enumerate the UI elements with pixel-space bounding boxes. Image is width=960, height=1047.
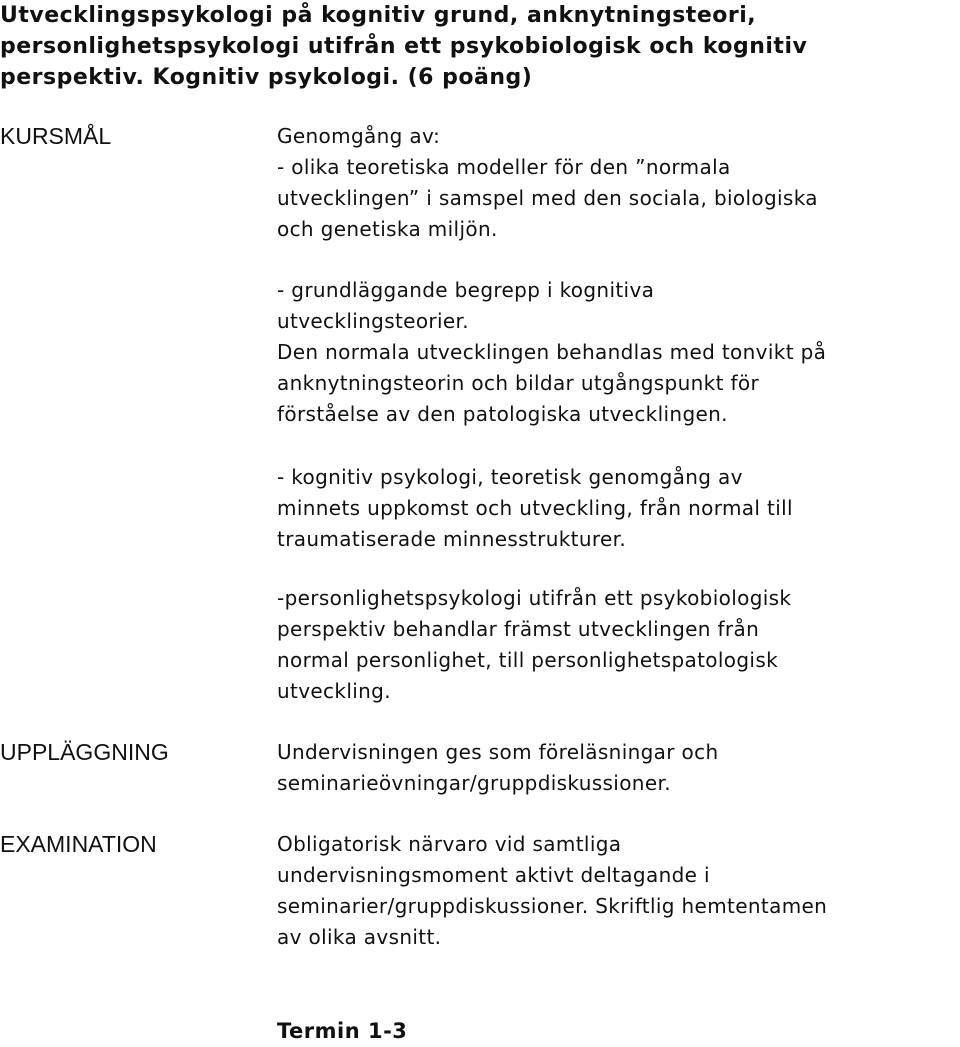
kursmal-item-2-line: utvecklingsteorier. bbox=[277, 309, 470, 333]
examination-line: Obligatorisk närvaro vid samtliga bbox=[277, 832, 622, 856]
kursmal-item-4-line: normal personlighet, till personlighetspatologisk bbox=[277, 648, 779, 672]
kursmal-intro-text: Genomgång av: bbox=[277, 124, 441, 148]
kursmal-item-4-line: -personlighetspsykologi utifrån ett psykobiologisk bbox=[277, 586, 792, 610]
kursmal-item-2 bbox=[277, 275, 960, 430]
examination-text bbox=[277, 829, 960, 953]
kursmal-item-3 bbox=[277, 462, 960, 555]
examination-line: seminarier/gruppdiskussioner. Skriftlig hemtentamen bbox=[277, 894, 828, 918]
kursmal-item-1-line: och genetiska miljön. bbox=[277, 217, 498, 241]
examination-label: EXAMINATION bbox=[0, 831, 157, 857]
upplaggning-text bbox=[277, 737, 960, 799]
course-title-line: perspektiv. Kognitiv psykologi. (6 poäng) bbox=[0, 65, 533, 90]
kursmal-item-2-line: anknytningsteorin och bildar utgångspunkt för bbox=[277, 371, 760, 395]
examination-line: undervisningsmoment aktivt deltagande i bbox=[277, 863, 710, 887]
course-title-line: Utvecklingspsykologi på kognitiv grund, anknytningsteori, bbox=[0, 3, 757, 28]
kursmal-item-3-line: - kognitiv psykologi, teoretisk genomgång av bbox=[277, 465, 743, 489]
kursmal-item-4-line: utveckling. bbox=[277, 679, 391, 703]
upplaggning-line: Undervisningen ges som föreläsningar och bbox=[277, 740, 719, 764]
term-heading: Termin 1-3 bbox=[277, 1019, 408, 1043]
kursmal-intro bbox=[277, 121, 960, 245]
upplaggning-label: UPPLÄGGNING bbox=[0, 739, 169, 765]
kursmal-item-1-line: utvecklingen” i samspel med den sociala, biologiska bbox=[277, 186, 818, 210]
kursmal-item-4-line: perspektiv behandlar främst utvecklingen från bbox=[277, 617, 760, 641]
kursmal-item-3-line: minnets uppkomst och utveckling, från normal till bbox=[277, 496, 793, 520]
kursmal-item-1-line: - olika teoretiska modeller för den ”normala bbox=[277, 155, 731, 179]
kursmal-item-2-line: förståelse av den patologiska utvecklingen. bbox=[277, 402, 728, 426]
kursmal-item-4 bbox=[277, 583, 960, 707]
examination-line: av olika avsnitt. bbox=[277, 925, 442, 949]
kursmal-label: KURSMÅL bbox=[0, 123, 112, 149]
course-title-line: personlighetspsykologi utifrån ett psykobiologisk och kognitiv bbox=[0, 34, 808, 59]
course-title bbox=[0, 0, 960, 93]
kursmal-item-3-line: traumatiserade minnesstrukturer. bbox=[277, 527, 627, 551]
kursmal-item-2-line: Den normala utvecklingen behandlas med tonvikt på bbox=[277, 340, 827, 364]
upplaggning-line: seminarieövningar/gruppdiskussioner. bbox=[277, 771, 671, 795]
kursmal-item-2-line: - grundläggande begrepp i kognitiva bbox=[277, 278, 655, 302]
